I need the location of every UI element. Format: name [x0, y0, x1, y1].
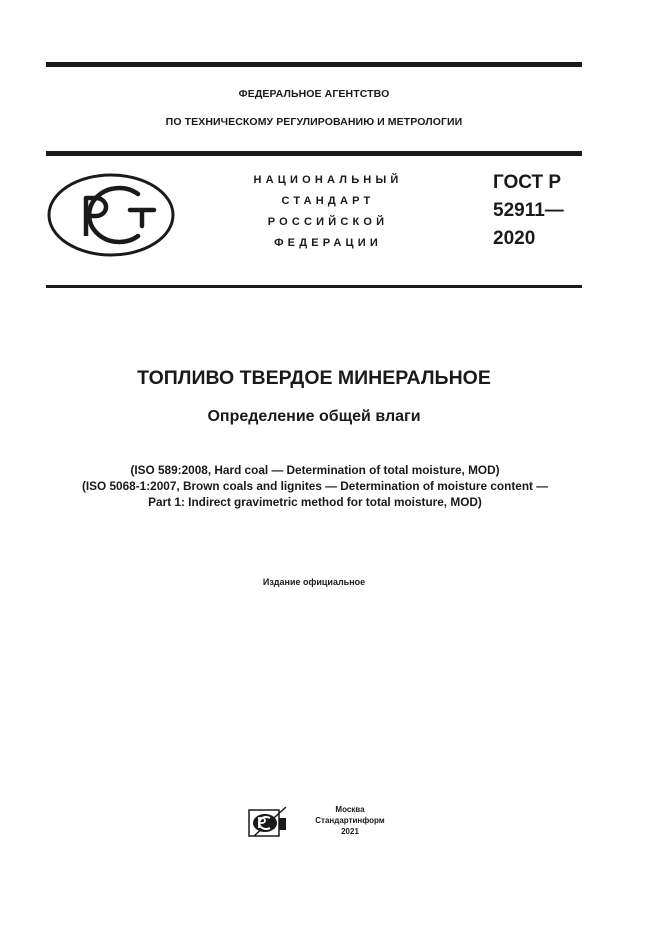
national-standard-label [226, 171, 430, 255]
publisher-city: Москва [335, 805, 365, 814]
agency-name-line2: ПО ТЕХНИЧЕСКОМУ РЕГУЛИРОВАНИЮ И МЕТРОЛОГИИ [165, 116, 463, 128]
standard-designation-prefix: ГОСТ Р [493, 172, 562, 193]
document-subtitle: Определение общей влаги [207, 408, 421, 425]
standard-designation-year: 2020 [493, 228, 536, 249]
iso-reference-line: (ISO 5068-1:2007, Brown coals and lignites — Determination of moisture content — [81, 479, 549, 493]
top-rule [46, 62, 582, 67]
national-standard-line: РОССИЙСКОЙ [267, 216, 389, 228]
iso-references [20, 462, 610, 510]
publisher-name: Стандартинформ [315, 816, 385, 825]
header-rule [46, 151, 582, 156]
national-standard-line: СТАНДАРТ [281, 195, 375, 207]
standard-designation-number: 52911— [493, 200, 564, 221]
publisher-info [305, 804, 395, 837]
document-title: ТОПЛИВО ТВЕРДОЕ МИНЕРАЛЬНОЕ [137, 367, 491, 389]
iso-reference-line: Part 1: Indirect gravimetric method for total moisture, MOD) [148, 495, 482, 509]
publisher-year: 2021 [341, 827, 359, 836]
national-standard-line: ФЕДЕРАЦИИ [274, 237, 382, 249]
edition-label: Издание официальное [262, 577, 366, 587]
standartinform-logo-icon [248, 806, 288, 837]
national-standard-line: НАЦИОНАЛЬНЫЙ [253, 174, 403, 186]
designation-rule [46, 285, 582, 288]
iso-reference-line: (ISO 589:2008, Hard coal — Determination of total moisture, MOD) [130, 463, 500, 477]
agency-name-line1: ФЕДЕРАЛЬНОЕ АГЕНТСТВО [238, 88, 390, 100]
rst-logo-icon [46, 172, 176, 258]
